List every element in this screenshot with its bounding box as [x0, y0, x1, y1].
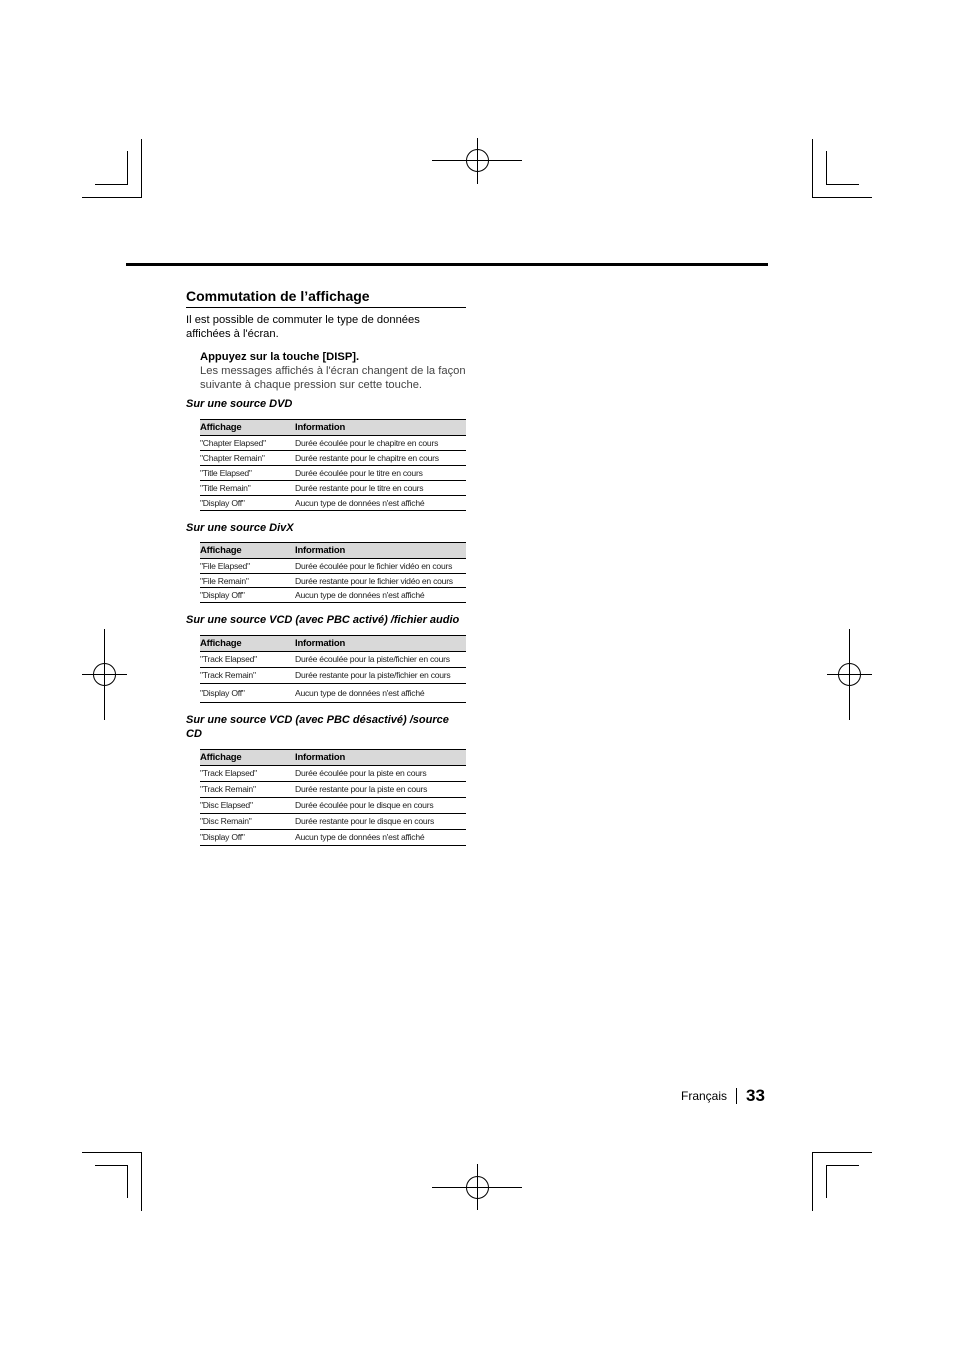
table-cell: Durée écoulée pour le titre en cours [295, 467, 423, 478]
table-cell: Durée restante pour la piste en cours [295, 784, 428, 794]
table-cell: Durée écoulée pour la piste/fichier en cours [295, 654, 450, 664]
table-row [200, 436, 466, 451]
table-title: Sur une source VCD (avec PBC activé) /fichier audio [186, 614, 460, 626]
table-row [200, 830, 466, 846]
table-title: Sur une source VCD (avec PBC désactivé) /source CD [186, 713, 449, 740]
table-row [200, 684, 466, 703]
table-cell: "Disc Remain" [200, 816, 252, 826]
footer-separator [736, 1088, 737, 1104]
table-cell: "Display Off" [200, 497, 245, 508]
table-cell: "File Elapsed" [200, 561, 250, 571]
table-cell: Durée écoulée pour la piste en cours [295, 768, 427, 778]
instruction-step [200, 350, 466, 392]
table-title: Sur une source DVD [186, 398, 293, 410]
table-cell: "Display Off" [200, 590, 245, 600]
table-cell: "Chapter Elapsed" [200, 437, 266, 448]
footer-language: Français [681, 1089, 728, 1103]
table-cell: "Track Elapsed" [200, 654, 257, 664]
table-cell: Durée écoulée pour le disque en cours [295, 800, 434, 810]
table-row [200, 466, 466, 481]
table-header [200, 749, 466, 766]
table-cell: "Disc Elapsed" [200, 800, 253, 810]
table-block-vcd-pbc-off [186, 713, 466, 846]
table-header [200, 419, 466, 436]
table-row [200, 574, 466, 588]
table-title: Sur une source DivX [186, 521, 294, 534]
column-header: Affichage [200, 545, 242, 556]
table-row [200, 668, 466, 684]
table-cell: Durée restante pour le fichier vidéo en cours [295, 575, 453, 586]
table-cell: Aucun type de données n'est affiché [295, 590, 425, 600]
table-cell: "Track Remain" [200, 670, 256, 680]
table-cell: Durée restante pour la piste/fichier en cours [295, 670, 451, 680]
table-cell: "Track Elapsed" [200, 768, 257, 778]
intro-text: Il est possible de commuter le type de données affichées à l'écran. [186, 314, 420, 340]
column-header: Information [295, 751, 346, 763]
page-number: 33 [746, 1086, 765, 1105]
column-header: Information [295, 421, 346, 433]
table-row [200, 481, 466, 496]
table-row [200, 451, 466, 466]
display-table [200, 542, 466, 603]
table-row [200, 652, 466, 668]
table-cell: "Title Elapsed" [200, 467, 252, 478]
display-table [200, 419, 466, 511]
table-cell: "File Remain" [200, 575, 249, 586]
table-cell: Aucun type de données n'est affiché [295, 497, 425, 508]
table-cell: Aucun type de données n'est affiché [295, 687, 425, 698]
table-cell: "Display Off" [200, 687, 245, 698]
table-row [200, 496, 466, 511]
display-table [200, 635, 466, 703]
table-header [200, 635, 466, 652]
main-content [186, 286, 466, 846]
table-cell: "Title Remain" [200, 482, 251, 493]
column-header: Information [295, 545, 346, 556]
table-cell: Durée écoulée pour le chapitre en cours [295, 437, 439, 448]
step-label: Appuyez sur la touche [DISP]. [200, 351, 360, 363]
table-cell: "Display Off" [200, 832, 245, 842]
table-block-dvd [186, 397, 466, 511]
table-cell: Durée restante pour le disque en cours [295, 816, 435, 826]
step-detail: Les messages affichés à l'écran changent de la façon suivante à chaque pression sur cette touche. [200, 365, 466, 391]
table-block-vcd-pbc-on [186, 613, 466, 703]
table-row [200, 798, 466, 814]
table-cell: Aucun type de données n'est affiché [295, 832, 425, 842]
table-header [200, 542, 466, 559]
column-header: Affichage [200, 421, 242, 433]
table-row [200, 588, 466, 603]
section-title: Commutation de l’affichage [186, 286, 466, 308]
table-row [200, 766, 466, 782]
table-row [200, 782, 466, 798]
column-header: Affichage [200, 637, 242, 649]
column-header: Affichage [200, 751, 242, 763]
table-cell: Durée restante pour le titre en cours [295, 482, 424, 493]
column-header: Information [295, 637, 346, 649]
table-block-divx [186, 521, 466, 604]
table-cell: "Chapter Remain" [200, 452, 265, 463]
display-table [200, 749, 466, 846]
table-cell: "Track Remain" [200, 784, 256, 794]
table-row [200, 814, 466, 830]
header-rule [126, 263, 768, 266]
table-cell: Durée restante pour le chapitre en cours [295, 452, 439, 463]
table-cell: Durée écoulée pour le fichier vidéo en cours [295, 561, 453, 571]
table-row [200, 559, 466, 574]
